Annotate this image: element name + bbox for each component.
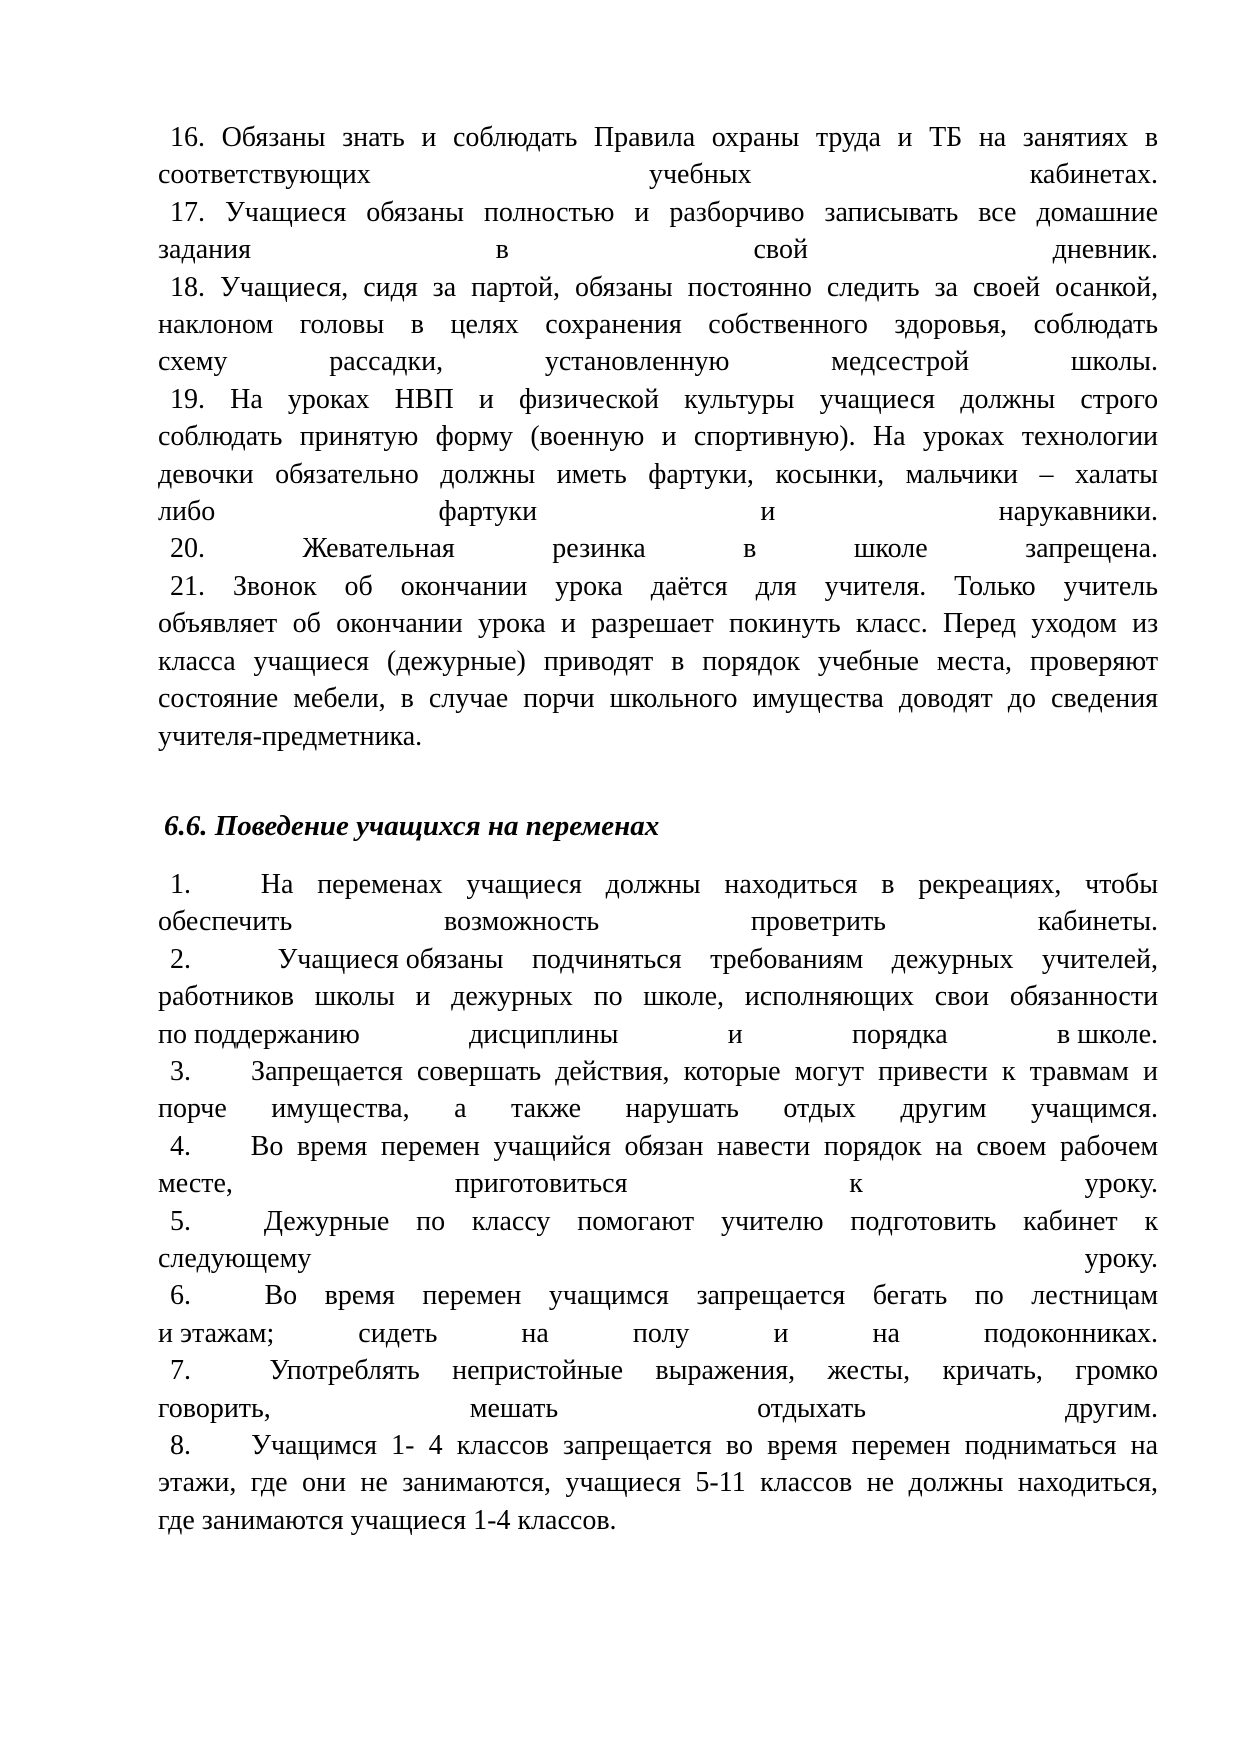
text-line: где занимаются учащиеся 1-4 классов. bbox=[158, 1504, 617, 1536]
text-line: либо фартуки и нарукавники. bbox=[158, 496, 1159, 528]
rules-list-continued bbox=[158, 119, 1158, 755]
section-heading: 6.6. Поведение учащихся на переменах bbox=[164, 809, 660, 842]
text-line: и этажам; сидеть на полу и на подоконниках. bbox=[158, 1315, 1158, 1352]
item-number: 3. bbox=[170, 1055, 191, 1087]
rule-item-20 bbox=[158, 530, 1158, 567]
text-line: 5. Дежурные по классу помогают учителю подготовить кабинет к bbox=[158, 1203, 1158, 1240]
text-line: соответствующих учебных кабинетах. bbox=[158, 159, 1159, 191]
rule-item-8 bbox=[158, 1427, 1158, 1539]
item-number: 17. bbox=[170, 196, 205, 228]
rule-item-7 bbox=[158, 1352, 1158, 1427]
text-line: месте, приготовиться к уроку. bbox=[158, 1168, 1159, 1200]
glued-words: Учащиеся обязаны bbox=[277, 943, 504, 975]
text-line: 18. Учащиеся, сидя за партой, обязаны постоянно следить за своей осанкой, bbox=[170, 271, 1159, 303]
item-number: 18. bbox=[170, 271, 205, 303]
text-line: порче имущества, а также нарушать отдых другим учащимся. bbox=[158, 1093, 1159, 1125]
glued-words: и этажам; bbox=[158, 1317, 275, 1349]
text-line: соблюдать принятую форму (военную и спортивную). На уроках технологии bbox=[158, 421, 1159, 453]
text-line: обеспечить возможность проветрить кабинеты. bbox=[158, 906, 1159, 938]
rule-item-2 bbox=[158, 941, 1158, 1053]
item-number: 2. bbox=[170, 943, 191, 975]
rule-item-4 bbox=[158, 1128, 1158, 1203]
text-line: 4. Во время перемен учащийся обязан навести порядок на своем рабочем bbox=[158, 1128, 1158, 1165]
rule-item-16 bbox=[158, 119, 1158, 194]
item-number: 7. bbox=[170, 1355, 191, 1387]
item-number: 21. bbox=[170, 570, 205, 602]
text-line: наклоном головы в целях сохранения собственного здоровья, соблюдать bbox=[158, 309, 1159, 341]
text-line: этажи, где они не занимаются, учащиеся 5-11 классов не должны находиться, bbox=[158, 1467, 1158, 1499]
glued-words: по поддержанию bbox=[158, 1018, 360, 1050]
text-line: класса учащиеся (дежурные) приводят в порядок учебные места, проверяют bbox=[158, 645, 1159, 677]
text-line: 8. Учащимся 1- 4 классов запрещается во время перемен подниматься на bbox=[158, 1427, 1158, 1464]
item-number: 20. bbox=[170, 533, 205, 565]
text-line: 6. Во время перемен учащимся запрещается бегать по лестницам bbox=[158, 1277, 1158, 1314]
rule-item-18 bbox=[158, 269, 1158, 381]
text-line: 2. Учащиеся обязаны подчиняться требованиям дежурных учителей, bbox=[158, 941, 1158, 978]
rule-item-5 bbox=[158, 1203, 1158, 1278]
text-line: 7. Употреблять непристойные выражения, жесты, кричать, громко bbox=[158, 1352, 1158, 1389]
text-line: по поддержанию дисциплины и порядка в школе. bbox=[158, 1016, 1158, 1053]
text-line: задания в свой дневник. bbox=[158, 234, 1159, 266]
item-number: 4. bbox=[170, 1130, 191, 1162]
item-number: 5. bbox=[170, 1205, 191, 1237]
rule-item-1 bbox=[158, 866, 1158, 941]
text-line: 21. Звонок об окончании урока даётся для учителя. Только учитель bbox=[170, 570, 1159, 602]
text-line: девочки обязательно должны иметь фартуки, косынки, мальчики – халаты bbox=[158, 458, 1158, 490]
item-number: 1. bbox=[170, 868, 191, 900]
rule-item-17 bbox=[158, 194, 1158, 269]
text-line: 1. На переменах учащиеся должны находиться в рекреациях, чтобы bbox=[158, 866, 1158, 903]
text-line: учителя-предметника. bbox=[158, 720, 423, 752]
rule-item-21 bbox=[158, 568, 1158, 755]
rule-item-6 bbox=[158, 1277, 1158, 1352]
text-line: состояние мебели, в случае порчи школьного имущества доводят до сведения bbox=[158, 683, 1159, 715]
text-line: 16. Обязаны знать и соблюдать Правила охраны труда и ТБ на занятиях в bbox=[170, 122, 1159, 153]
item-number: 8. bbox=[170, 1430, 191, 1461]
text-line: говорить, мешать отдыхать другим. bbox=[158, 1392, 1159, 1424]
text-line: 17. Учащиеся обязаны полностью и разборчиво записывать все домашние bbox=[170, 196, 1159, 228]
text-line: 19. На уроках НВП и физической культуры учащиеся должны строго bbox=[170, 383, 1159, 415]
page-content bbox=[158, 119, 1158, 1539]
glued-words: в школе. bbox=[1057, 1018, 1159, 1050]
text-line: работников школы и дежурных по школе, исполняющих свои обязанности bbox=[158, 981, 1159, 1013]
text-line: объявляет об окончании урока и разрешает покинуть класс. Перед уходом из bbox=[158, 608, 1159, 640]
rule-item-19 bbox=[158, 381, 1158, 531]
text-line: схему рассадки, установленную медсестрой школы. bbox=[158, 346, 1158, 378]
text-line: следующему уроку. bbox=[158, 1242, 1158, 1274]
text-line: 3. Запрещается совершать действия, которые могут привести к травмам и bbox=[158, 1053, 1158, 1090]
item-number: 16. bbox=[170, 122, 205, 153]
item-number: 19. bbox=[170, 383, 205, 415]
section-6-6-rules-list bbox=[158, 866, 1158, 1539]
item-number: 6. bbox=[170, 1280, 191, 1312]
rule-item-3 bbox=[158, 1053, 1158, 1128]
text-line: 20. Жевательная резинка в школе запрещена. bbox=[170, 533, 1159, 565]
